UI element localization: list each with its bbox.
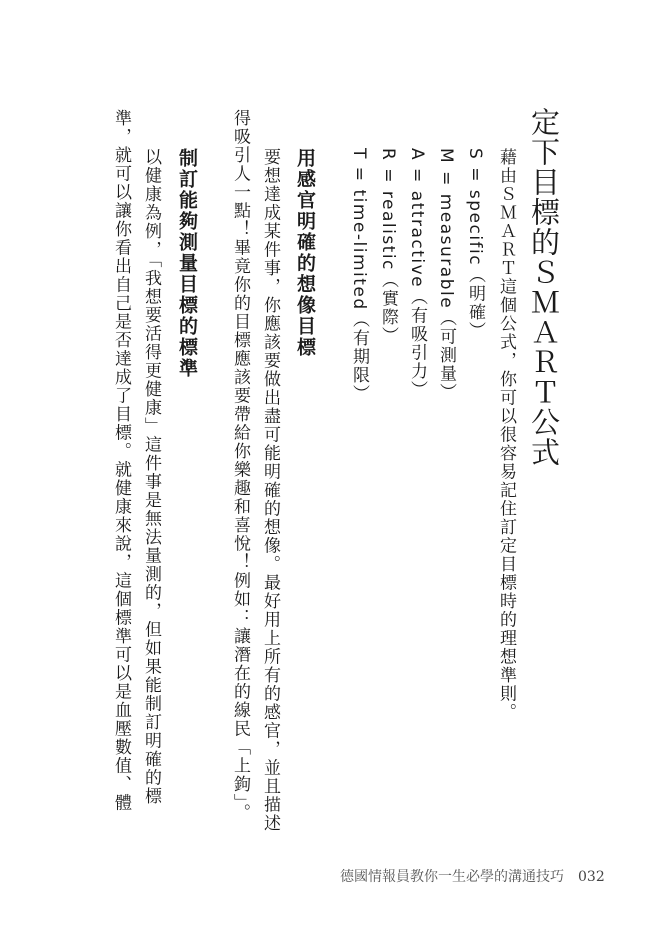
smart-word: specific — [465, 189, 485, 267]
paragraph-line: 要想達成某件事，你應該要做出盡可能明確的想像。最好用上所有的感官，並且描述 — [260, 148, 280, 833]
smart-item-m: M = measurable（可測量） — [436, 148, 456, 402]
smart-meaning: （有期限） — [349, 310, 369, 404]
smart-word: attractive — [407, 190, 427, 289]
smart-letter: R — [378, 148, 398, 162]
smart-meaning: （有吸引力） — [407, 288, 427, 400]
smart-letter: S — [465, 148, 485, 161]
smart-word: measurable — [436, 193, 456, 310]
smart-word: time-limited — [349, 189, 369, 311]
smart-meaning: （可測量） — [436, 309, 456, 402]
smart-item-t: T = time-limited（有期限） — [349, 148, 369, 404]
smart-meaning: （實際） — [378, 270, 398, 345]
smart-letter: T — [349, 148, 369, 160]
page-title: 定下目標的ＳＭＡＲＴ公式 — [527, 107, 561, 467]
smart-item-a: A = attractive（有吸引力） — [407, 148, 427, 400]
page-footer — [340, 866, 605, 886]
paragraph-line: 得吸引人一點！畢竟你的目標應該要帶給你樂趣和喜悅！例如：讓潛在的線民「上鉤」。 — [230, 109, 250, 822]
section-heading-senses: 用感官明確的想像目標 — [294, 148, 316, 358]
smart-item-s: S = specific（明確） — [465, 148, 485, 341]
smart-word: realistic — [378, 190, 398, 271]
smart-item-r: R = realistic（實際） — [378, 148, 398, 345]
book-title: 德國情報員教你一生必學的溝通技巧 — [340, 869, 564, 885]
smart-letter: M — [436, 148, 456, 165]
page-number: 032 — [578, 869, 605, 885]
paragraph-line: 以健康為例，「我想要活得更健康」這件事是無法量測的，但如果能制訂明確的標 — [141, 148, 161, 806]
paragraph-line: 準，就可以讓你看出自己是否達成了目標。就健康來說，這個標準可以是血壓數值、體 — [111, 109, 131, 812]
intro-paragraph: 藉由ＳＭＡＲＴ這個公式，你可以很容易記住訂定目標時的理想準則。 — [496, 148, 516, 722]
section-heading-measure: 制訂能夠測量目標的標準 — [176, 148, 198, 379]
smart-letter: A — [407, 148, 427, 162]
smart-meaning: （明確） — [465, 266, 485, 341]
